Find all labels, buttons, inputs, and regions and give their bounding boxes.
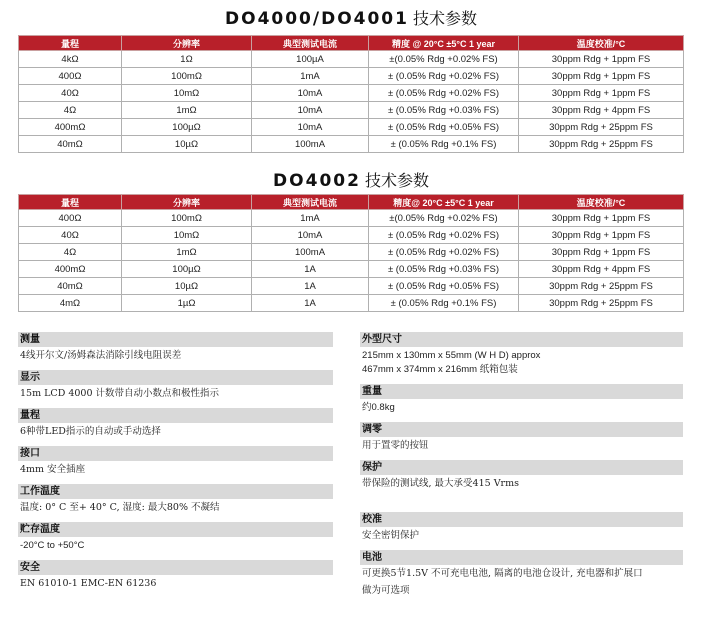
- spec-heading: 校准: [360, 512, 683, 527]
- table-cell: 4Ω: [19, 244, 122, 261]
- table-cell: 30ppm Rdg + 4ppm FS: [519, 102, 684, 119]
- table-cell: 1A: [252, 295, 369, 312]
- table-header-row: [19, 36, 684, 51]
- header-resolution: 分辨率: [122, 195, 252, 210]
- table-cell: 10mA: [252, 227, 369, 244]
- spec-value: 温度: 0° C 至+ 40° C, 湿度: 最大80% 不凝结: [20, 502, 220, 513]
- table-cell: 1A: [252, 278, 369, 295]
- table-cell: 30ppm Rdg + 25ppm FS: [519, 136, 684, 153]
- table-row: [19, 136, 684, 153]
- spec-value-line2: 467mm x 374mm x 216mm 纸箱包装: [362, 364, 518, 375]
- table-row: [19, 227, 684, 244]
- spec-heading: 显示: [18, 370, 333, 385]
- spec-safety: [18, 560, 333, 598]
- table-cell: ± (0.05% Rdg +0.02% FS): [369, 244, 519, 261]
- spec-table-do4002: [18, 194, 684, 312]
- table-cell: 40mΩ: [19, 136, 122, 153]
- table-cell: ± (0.05% Rdg +0.02% FS): [369, 85, 519, 102]
- table-cell: 400mΩ: [19, 261, 122, 278]
- table-header-row: [19, 195, 684, 210]
- table-cell: 4kΩ: [19, 51, 122, 68]
- table-cell: 30ppm Rdg + 1ppm FS: [519, 244, 684, 261]
- header-temp-coefficient: 温度校准/°C: [519, 195, 684, 210]
- spec-value: 215mm x 130mm x 55mm (W H D) approx: [362, 350, 541, 361]
- header-test-current: 典型测试电流: [252, 36, 369, 51]
- table-cell: 1mΩ: [122, 102, 252, 119]
- table-row: [19, 102, 684, 119]
- spec-value: 可更换5节1.5V 不可充电电池, 隔离的电池仓设计, 充电器和扩展口: [362, 568, 643, 579]
- spec-battery: [360, 550, 683, 598]
- spec-value: 约0.8kg: [362, 402, 395, 413]
- spec-protection: [360, 460, 683, 512]
- spec-heading: 量程: [18, 408, 333, 423]
- spec-dimensions: [360, 332, 683, 384]
- table-cell: 1µΩ: [122, 295, 252, 312]
- spec-ranging: [18, 408, 333, 446]
- spec-value: 用于置零的按钮: [362, 440, 429, 451]
- table-cell: 1mA: [252, 210, 369, 227]
- spec-value: 带保险的测试线, 最大承受415 Vrms: [362, 478, 519, 489]
- table-cell: 10µΩ: [122, 278, 252, 295]
- spec-weight: [360, 384, 683, 422]
- spec-value: -20°C to +50°C: [20, 540, 85, 551]
- table-cell: 100mA: [252, 136, 369, 153]
- table-row: [19, 51, 684, 68]
- spec-value: 6种带LED指示的自动或手动选择: [20, 426, 161, 437]
- table-cell: ± (0.05% Rdg +0.02% FS): [369, 68, 519, 85]
- table-cell: ± (0.05% Rdg +0.05% FS): [369, 278, 519, 295]
- table-row: [19, 210, 684, 227]
- table-cell: ± (0.05% Rdg +0.03% FS): [369, 102, 519, 119]
- spec-table-do4000: [18, 35, 684, 153]
- header-resolution: 分辨率: [122, 36, 252, 51]
- spec-heading: 电池: [360, 550, 683, 565]
- spec-heading: 调零: [360, 422, 683, 437]
- table-row: [19, 85, 684, 102]
- table-cell: 30ppm Rdg + 1ppm FS: [519, 68, 684, 85]
- spec-value: EN 61010-1 EMC-EN 61236: [20, 578, 157, 589]
- spec-heading: 外型尺寸: [360, 332, 683, 347]
- right-spec-column: [360, 332, 683, 598]
- table-cell: 400Ω: [19, 210, 122, 227]
- table-cell: 40mΩ: [19, 278, 122, 295]
- table-cell: ± (0.05% Rdg +0.1% FS): [369, 136, 519, 153]
- table-cell: 400Ω: [19, 68, 122, 85]
- spec-measurement: [18, 332, 333, 370]
- table-cell: ±(0.05% Rdg +0.02% FS): [369, 51, 519, 68]
- spec-operating-temperature: [18, 484, 333, 522]
- table-cell: ± (0.05% Rdg +0.02% FS): [369, 227, 519, 244]
- spec-value: 安全密钥保护: [362, 530, 420, 541]
- table-cell: 30ppm Rdg + 1ppm FS: [519, 210, 684, 227]
- header-temp-coefficient: 温度校准/°C: [519, 36, 684, 51]
- table-row: [19, 68, 684, 85]
- table-cell: ±(0.05% Rdg +0.02% FS): [369, 210, 519, 227]
- spec-heading: 贮存温度: [18, 522, 333, 537]
- table-cell: 30ppm Rdg + 1ppm FS: [519, 85, 684, 102]
- table-cell: 30ppm Rdg + 4ppm FS: [519, 261, 684, 278]
- header-accuracy: 精度 @ 20°C ±5°C 1 year: [369, 36, 519, 51]
- table-cell: 4mΩ: [19, 295, 122, 312]
- spec-heading: 重量: [360, 384, 683, 399]
- table-cell: 1mA: [252, 68, 369, 85]
- table-cell: 10µΩ: [122, 136, 252, 153]
- table-cell: ± (0.05% Rdg +0.1% FS): [369, 295, 519, 312]
- table-row: [19, 278, 684, 295]
- header-test-current: 典型测试电流: [252, 195, 369, 210]
- table-cell: 30ppm Rdg + 25ppm FS: [519, 295, 684, 312]
- table-cell: 1A: [252, 261, 369, 278]
- spec-storage-temperature: [18, 522, 333, 560]
- table-cell: 10mΩ: [122, 227, 252, 244]
- table1-title-suffix: 技术参数: [412, 9, 477, 28]
- table-cell: 100µΩ: [122, 119, 252, 136]
- spec-value-line2: 做为可选项: [362, 585, 410, 596]
- spec-calibration: [360, 512, 683, 550]
- spec-heading: 工作温度: [18, 484, 333, 499]
- spec-terminals: [18, 446, 333, 484]
- header-range: 量程: [19, 36, 122, 51]
- table-cell: 100mΩ: [122, 210, 252, 227]
- table-cell: 10mΩ: [122, 85, 252, 102]
- table-cell: 1mΩ: [122, 244, 252, 261]
- table-cell: 1Ω: [122, 51, 252, 68]
- table-cell: 30ppm Rdg + 25ppm FS: [519, 278, 684, 295]
- table2-title-suffix: 技术参数: [364, 171, 429, 190]
- table-row: [19, 244, 684, 261]
- table1-title: [0, 6, 702, 29]
- spec-heading: 接口: [18, 446, 333, 461]
- spec-value: 4线开尔文/汤姆森法消除引线电阻误差: [20, 350, 182, 361]
- table-cell: 100mΩ: [122, 68, 252, 85]
- table-cell: 40Ω: [19, 85, 122, 102]
- table-row: [19, 295, 684, 312]
- left-spec-column: [18, 332, 333, 598]
- table-cell: 100mA: [252, 244, 369, 261]
- spec-value: 15m LCD 4000 计数带自动小数点和极性指示: [20, 388, 220, 399]
- table-cell: 10mA: [252, 119, 369, 136]
- table2-title: [0, 168, 702, 191]
- table-cell: 4Ω: [19, 102, 122, 119]
- spec-heading: 安全: [18, 560, 333, 575]
- table-cell: 40Ω: [19, 227, 122, 244]
- header-accuracy: 精度@ 20°C ±5°C 1 year: [369, 195, 519, 210]
- table-cell: 30ppm Rdg + 1ppm FS: [519, 227, 684, 244]
- table-row: [19, 261, 684, 278]
- table-cell: 30ppm Rdg + 1ppm FS: [519, 51, 684, 68]
- table-cell: ± (0.05% Rdg +0.03% FS): [369, 261, 519, 278]
- spec-heading: 保护: [360, 460, 683, 475]
- table-cell: 10mA: [252, 85, 369, 102]
- header-range: 量程: [19, 195, 122, 210]
- table-cell: 100µA: [252, 51, 369, 68]
- table1-model: DO4000/DO4001: [225, 9, 409, 29]
- table-cell: 100µΩ: [122, 261, 252, 278]
- spec-display: [18, 370, 333, 408]
- table-cell: 400mΩ: [19, 119, 122, 136]
- spec-heading: 测量: [18, 332, 333, 347]
- table2-model: DO4002: [273, 171, 361, 191]
- table-cell: ± (0.05% Rdg +0.05% FS): [369, 119, 519, 136]
- table-row: [19, 119, 684, 136]
- spec-zero: [360, 422, 683, 460]
- table-cell: 30ppm Rdg + 25ppm FS: [519, 119, 684, 136]
- spec-value: 4mm 安全插座: [20, 464, 86, 475]
- table-cell: 10mA: [252, 102, 369, 119]
